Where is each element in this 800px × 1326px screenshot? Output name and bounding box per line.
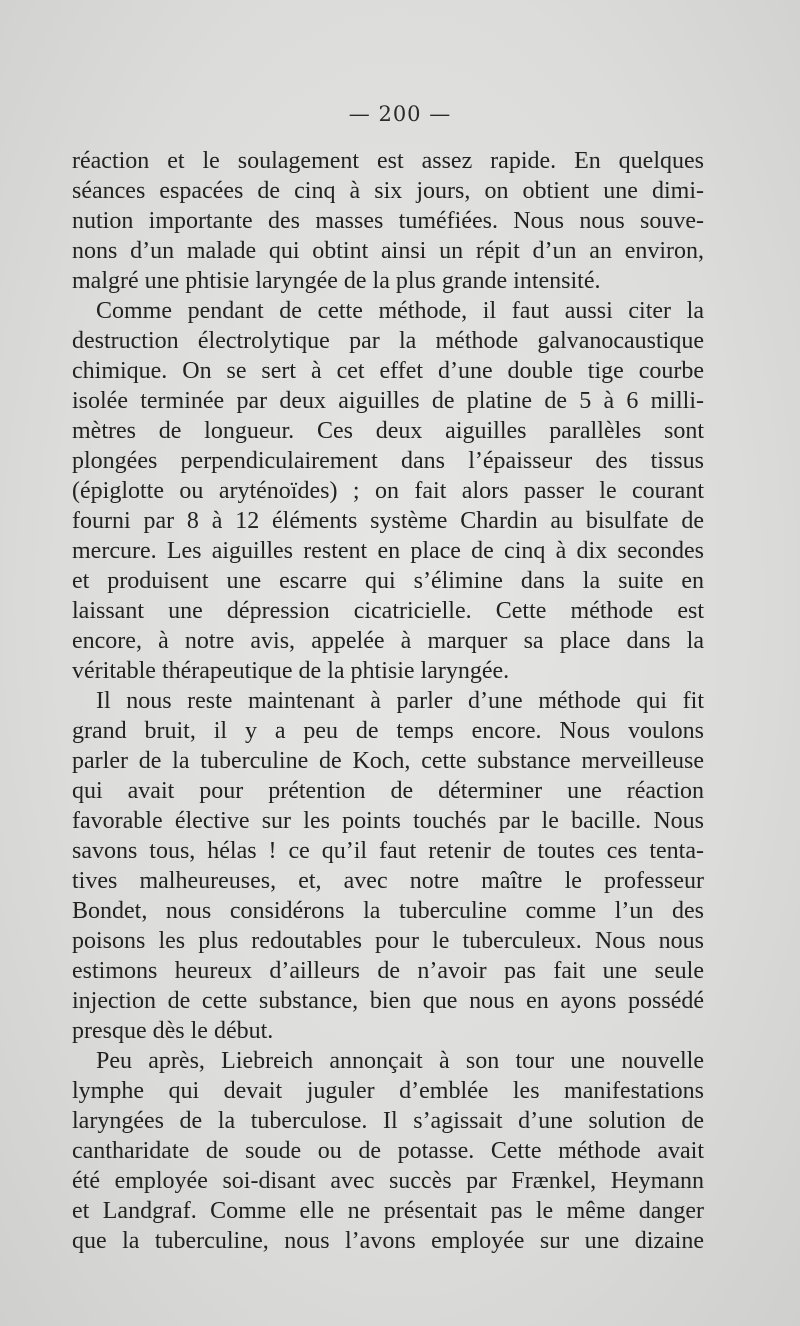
text-line: nons d’un malade qui obtint ainsi un répit d’un an environ, — [72, 238, 704, 264]
text-line: parler de la tuberculine de Koch, cette substance merveilleuse — [72, 748, 704, 774]
page-number: — 200 — — [348, 102, 452, 126]
text-line: cantharidate de soude ou de potasse. Cette méthode avait — [72, 1138, 704, 1164]
text-line: favorable élective sur les points touchés par le bacille. Nous — [72, 808, 704, 834]
body-text — [72, 146, 704, 1256]
text-line: encore, à notre avis, appelée à marquer sa place dans la — [72, 628, 704, 654]
text-line: chimique. On se sert à cet effet d’une double tige courbe — [72, 358, 704, 384]
text-line: grand bruit, il y a peu de temps encore. Nous voulons — [72, 718, 704, 744]
text-line: réaction et le soulagement est assez rapide. En quelques — [72, 148, 704, 174]
text-line: nution importante des masses tuméfiées. Nous nous souve- — [72, 208, 704, 234]
text-line: destruction électrolytique par la méthode galvanocaustique — [72, 328, 704, 354]
text-line: estimons heureux d’ailleurs de n’avoir pas fait une seule — [72, 958, 704, 984]
text-line: plongées perpendiculairement dans l’épaisseur des tissus — [72, 448, 704, 474]
text-line: isolée terminée par deux aiguilles de platine de 5 à 6 milli- — [72, 388, 704, 414]
text-line: été employée soi-disant avec succès par Frænkel, Heymann — [72, 1168, 704, 1194]
text-line: que la tuberculine, nous l’avons employée sur une dizaine — [72, 1228, 704, 1254]
text-line: poisons les plus redoutables pour le tuberculeux. Nous nous — [72, 928, 704, 954]
text-line: Il nous reste maintenant à parler d’une méthode qui fit — [96, 688, 704, 714]
text-line: lymphe qui devait juguler d’emblée les manifestations — [72, 1078, 704, 1104]
text-line: et produisent une escarre qui s’élimine dans la suite en — [72, 568, 704, 594]
text-line: véritable thérapeutique de la phtisie laryngée. — [72, 658, 510, 684]
text-line: presque dès le début. — [72, 1018, 274, 1044]
text-line: (épiglotte ou aryténoïdes) ; on fait alors passer le courant — [72, 478, 704, 504]
text-line: séances espacées de cinq à six jours, on obtient une dimi- — [72, 178, 704, 204]
text-line: et Landgraf. Comme elle ne présentait pas le même danger — [72, 1198, 704, 1224]
text-line: mercure. Les aiguilles restent en place de cinq à dix secondes — [72, 538, 704, 564]
text-line: injection de cette substance, bien que nous en ayons possédé — [72, 988, 704, 1014]
text-line: tives malheureuses, et, avec notre maître le professeur — [72, 868, 704, 894]
text-line: fourni par 8 à 12 éléments système Chardin au bisulfate de — [72, 508, 704, 534]
text-line: Comme pendant de cette méthode, il faut aussi citer la — [96, 298, 704, 324]
text-line: Peu après, Liebreich annonçait à son tour une nouvelle — [96, 1048, 704, 1074]
text-line: laissant une dépression cicatricielle. Cette méthode est — [72, 598, 704, 624]
text-line: mètres de longueur. Ces deux aiguilles parallèles sont — [72, 418, 704, 444]
text-line: qui avait pour prétention de déterminer une réaction — [72, 778, 704, 804]
text-line: laryngées de la tuberculose. Il s’agissait d’une solution de — [72, 1108, 704, 1134]
text-line: Bondet, nous considérons la tuberculine comme l’un des — [72, 898, 704, 924]
text-line: malgré une phtisie laryngée de la plus grande intensité. — [72, 268, 601, 294]
text-line: savons tous, hélas ! ce qu’il faut retenir de toutes ces tenta- — [72, 838, 704, 864]
